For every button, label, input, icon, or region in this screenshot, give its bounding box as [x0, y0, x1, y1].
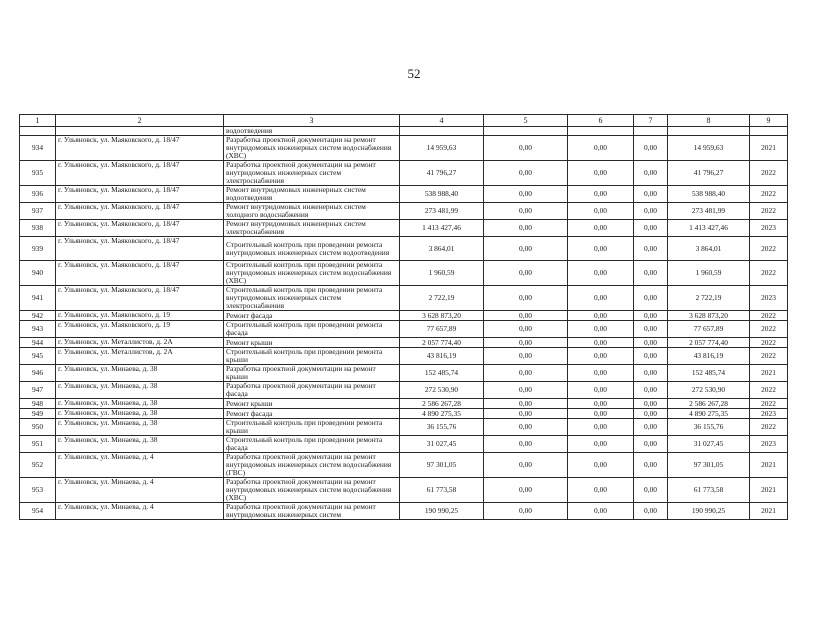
table-header-row [20, 115, 788, 127]
owners-funds-cell: 36 155,76 [668, 419, 750, 436]
table-row [20, 399, 788, 409]
total-cost-cell: 31 027,45 [400, 436, 484, 453]
row-number: 949 [20, 409, 56, 419]
owners-funds-cell: 3 628 873,20 [668, 311, 750, 321]
owners-funds-cell: 4 890 275,35 [668, 409, 750, 419]
row-number: 947 [20, 382, 56, 399]
table-row [20, 409, 788, 419]
header-cell: 2 [56, 115, 224, 127]
local-budget-cell: 0,00 [634, 348, 668, 365]
total-cost-cell: 2 722,19 [400, 286, 484, 311]
table-row [20, 338, 788, 348]
row-number: 945 [20, 348, 56, 365]
budget-cell: 0,00 [568, 321, 634, 338]
table-row [20, 436, 788, 453]
fund-cell: 0,00 [484, 419, 568, 436]
row-number: 946 [20, 365, 56, 382]
work-description-cell: Строительный контроль при проведении ремонта внутридомовых инженерных систем водоснабжения (ХВС) [224, 261, 400, 286]
work-description-cell: Строительный контроль при проведении ремонта крыши [224, 419, 400, 436]
address-cell: г. Ульяновск, ул. Маяковского, д. 19 [56, 311, 224, 321]
total-cost-cell: 61 773,58 [400, 478, 484, 503]
work-description-cell: Разработка проектной документации на ремонт внутридомовых инженерных систем водоснабжения (ХВС) [224, 478, 400, 503]
local-budget-cell: 0,00 [634, 436, 668, 453]
year-cell: 2022 [750, 399, 788, 409]
fund-cell: 0,00 [484, 365, 568, 382]
row-number: 952 [20, 453, 56, 478]
row-number: 937 [20, 203, 56, 220]
table-row [20, 286, 788, 311]
fund-cell: 0,00 [484, 311, 568, 321]
year-cell: 2021 [750, 365, 788, 382]
table-row [20, 503, 788, 520]
header-cell: 4 [400, 115, 484, 127]
budget-cell: 0,00 [568, 286, 634, 311]
owners-funds-cell: 152 485,74 [668, 365, 750, 382]
fund-cell: 0,00 [484, 136, 568, 161]
budget-cell: 0,00 [568, 399, 634, 409]
year-cell: 2023 [750, 286, 788, 311]
table-row [20, 237, 788, 261]
budget-cell: 0,00 [568, 220, 634, 237]
address-cell: г. Ульяновск, ул. Маяковского, д. 18/47 [56, 220, 224, 237]
fund-cell: 0,00 [484, 220, 568, 237]
address-cell: г. Ульяновск, ул. Маяковского, д. 18/47 [56, 261, 224, 286]
row-number: 941 [20, 286, 56, 311]
total-cost-cell: 1 960,59 [400, 261, 484, 286]
year-cell: 2022 [750, 382, 788, 399]
work-description-cell: Разработка проектной документации на ремонт внутридомовых инженерных систем водоснабжения (ГВС) [224, 453, 400, 478]
budget-cell: 0,00 [568, 203, 634, 220]
owners-funds-cell: 1 413 427,46 [668, 220, 750, 237]
year-cell: 2022 [750, 161, 788, 186]
address-cell: г. Ульяновск, ул. Маяковского, д. 18/47 [56, 161, 224, 186]
row-number: 935 [20, 161, 56, 186]
year-cell: 2023 [750, 409, 788, 419]
total-cost-cell: 1 413 427,46 [400, 220, 484, 237]
fund-cell: 0,00 [484, 503, 568, 520]
row-number: 944 [20, 338, 56, 348]
row-number: 934 [20, 136, 56, 161]
address-cell: г. Ульяновск, ул. Маяковского, д. 18/47 [56, 186, 224, 203]
year-cell: 2022 [750, 237, 788, 261]
work-description-cell: Строительный контроль при проведении ремонта внутридомовых инженерных систем водоотведения [224, 237, 400, 261]
address-cell: г. Ульяновск, ул. Минаева, д. 4 [56, 503, 224, 520]
work-description-cell: Разработка проектной документации на ремонт фасада [224, 382, 400, 399]
owners-funds-cell: 14 959,63 [668, 136, 750, 161]
local-budget-cell: 0,00 [634, 409, 668, 419]
year-cell: 2022 [750, 419, 788, 436]
row-number: 954 [20, 503, 56, 520]
work-description-cell: Строительный контроль при проведении ремонта внутридомовых инженерных систем электроснабжения [224, 286, 400, 311]
work-description-cell: Ремонт крыши [224, 399, 400, 409]
local-budget-cell: 0,00 [634, 161, 668, 186]
work-description-cell: Ремонт внутридомовых инженерных систем водоотведения [224, 186, 400, 203]
total-cost-cell: 272 530,90 [400, 382, 484, 399]
address-cell: г. Ульяновск, ул. Минаева, д. 4 [56, 453, 224, 478]
local-budget-cell: 0,00 [634, 311, 668, 321]
address-cell: г. Ульяновск, ул. Металлистов, д. 2А [56, 348, 224, 365]
budget-cell: 0,00 [568, 311, 634, 321]
local-budget-cell: 0,00 [634, 321, 668, 338]
budget-cell: 0,00 [568, 409, 634, 419]
row-number: 943 [20, 321, 56, 338]
budget-cell: 0,00 [568, 136, 634, 161]
fund-cell: 0,00 [484, 478, 568, 503]
row-number: 948 [20, 399, 56, 409]
continuation-text: водоотведения [224, 127, 400, 136]
repair-plan-table [19, 114, 788, 520]
local-budget-cell: 0,00 [634, 237, 668, 261]
work-description-cell: Строительный контроль при проведении ремонта фасада [224, 321, 400, 338]
table-row [20, 311, 788, 321]
total-cost-cell: 3 628 873,20 [400, 311, 484, 321]
year-cell: 2023 [750, 220, 788, 237]
owners-funds-cell: 190 990,25 [668, 503, 750, 520]
total-cost-cell: 3 864,01 [400, 237, 484, 261]
local-budget-cell: 0,00 [634, 186, 668, 203]
fund-cell: 0,00 [484, 453, 568, 478]
table-row [20, 136, 788, 161]
local-budget-cell: 0,00 [634, 136, 668, 161]
owners-funds-cell: 538 988,40 [668, 186, 750, 203]
year-cell: 2021 [750, 453, 788, 478]
work-description-cell: Строительный контроль при проведении ремонта крыши [224, 348, 400, 365]
total-cost-cell: 538 988,40 [400, 186, 484, 203]
total-cost-cell: 36 155,76 [400, 419, 484, 436]
header-cell: 8 [668, 115, 750, 127]
local-budget-cell: 0,00 [634, 338, 668, 348]
address-cell: г. Ульяновск, ул. Минаева, д. 38 [56, 419, 224, 436]
table-row [20, 321, 788, 338]
budget-cell: 0,00 [568, 382, 634, 399]
fund-cell: 0,00 [484, 237, 568, 261]
owners-funds-cell: 61 773,58 [668, 478, 750, 503]
total-cost-cell: 43 816,19 [400, 348, 484, 365]
owners-funds-cell: 2 057 774,40 [668, 338, 750, 348]
header-cell: 9 [750, 115, 788, 127]
header-cell: 5 [484, 115, 568, 127]
work-description-cell: Ремонт фасада [224, 409, 400, 419]
table-row [20, 419, 788, 436]
local-budget-cell: 0,00 [634, 261, 668, 286]
work-description-cell: Ремонт внутридомовых инженерных систем электроснабжения [224, 220, 400, 237]
year-cell: 2022 [750, 348, 788, 365]
year-cell: 2023 [750, 436, 788, 453]
header-cell: 1 [20, 115, 56, 127]
fund-cell: 0,00 [484, 321, 568, 338]
budget-cell: 0,00 [568, 419, 634, 436]
row-number: 953 [20, 478, 56, 503]
total-cost-cell: 152 485,74 [400, 365, 484, 382]
fund-cell: 0,00 [484, 338, 568, 348]
address-cell: г. Ульяновск, ул. Минаева, д. 38 [56, 409, 224, 419]
budget-cell: 0,00 [568, 161, 634, 186]
table-row [20, 261, 788, 286]
row-number: 939 [20, 237, 56, 261]
fund-cell: 0,00 [484, 399, 568, 409]
table-row [20, 186, 788, 203]
row-number: 940 [20, 261, 56, 286]
budget-cell: 0,00 [568, 503, 634, 520]
total-cost-cell: 41 796,27 [400, 161, 484, 186]
address-cell: г. Ульяновск, ул. Минаева, д. 38 [56, 382, 224, 399]
table-row [20, 382, 788, 399]
total-cost-cell: 4 890 275,35 [400, 409, 484, 419]
fund-cell: 0,00 [484, 382, 568, 399]
fund-cell: 0,00 [484, 161, 568, 186]
owners-funds-cell: 43 816,19 [668, 348, 750, 365]
local-budget-cell: 0,00 [634, 419, 668, 436]
year-cell: 2022 [750, 186, 788, 203]
fund-cell: 0,00 [484, 186, 568, 203]
address-cell: г. Ульяновск, ул. Маяковского, д. 19 [56, 321, 224, 338]
owners-funds-cell: 97 301,05 [668, 453, 750, 478]
fund-cell: 0,00 [484, 409, 568, 419]
year-cell: 2022 [750, 321, 788, 338]
local-budget-cell: 0,00 [634, 453, 668, 478]
owners-funds-cell: 2 586 267,28 [668, 399, 750, 409]
year-cell: 2022 [750, 261, 788, 286]
continuation-row [20, 127, 788, 136]
table-row [20, 348, 788, 365]
table-row [20, 365, 788, 382]
address-cell: г. Ульяновск, ул. Минаева, д. 38 [56, 436, 224, 453]
owners-funds-cell: 2 722,19 [668, 286, 750, 311]
work-description-cell: Разработка проектной документации на ремонт внутридомовых инженерных систем электроснабжения [224, 161, 400, 186]
address-cell: г. Ульяновск, ул. Минаева, д. 38 [56, 399, 224, 409]
owners-funds-cell: 41 796,27 [668, 161, 750, 186]
fund-cell: 0,00 [484, 261, 568, 286]
owners-funds-cell: 31 027,45 [668, 436, 750, 453]
local-budget-cell: 0,00 [634, 203, 668, 220]
work-description-cell: Разработка проектной документации на ремонт внутридомовых инженерных систем водоснабжения (ХВС) [224, 136, 400, 161]
address-cell: г. Ульяновск, ул. Металлистов, д. 2А [56, 338, 224, 348]
table-row [20, 453, 788, 478]
header-cell: 6 [568, 115, 634, 127]
total-cost-cell: 190 990,25 [400, 503, 484, 520]
header-cell: 7 [634, 115, 668, 127]
address-cell: г. Ульяновск, ул. Минаева, д. 4 [56, 478, 224, 503]
total-cost-cell: 273 481,99 [400, 203, 484, 220]
work-description-cell: Разработка проектной документации на ремонт внутридомовых инженерных систем [224, 503, 400, 520]
fund-cell: 0,00 [484, 286, 568, 311]
budget-cell: 0,00 [568, 338, 634, 348]
local-budget-cell: 0,00 [634, 503, 668, 520]
local-budget-cell: 0,00 [634, 220, 668, 237]
work-description-cell: Разработка проектной документации на ремонт крыши [224, 365, 400, 382]
header-cell: 3 [224, 115, 400, 127]
local-budget-cell: 0,00 [634, 365, 668, 382]
work-description-cell: Ремонт крыши [224, 338, 400, 348]
table-row [20, 161, 788, 186]
year-cell: 2022 [750, 338, 788, 348]
local-budget-cell: 0,00 [634, 286, 668, 311]
row-number: 951 [20, 436, 56, 453]
row-number: 950 [20, 419, 56, 436]
owners-funds-cell: 273 481,99 [668, 203, 750, 220]
budget-cell: 0,00 [568, 478, 634, 503]
total-cost-cell: 2 057 774,40 [400, 338, 484, 348]
budget-cell: 0,00 [568, 365, 634, 382]
local-budget-cell: 0,00 [634, 478, 668, 503]
work-description-cell: Строительный контроль при проведении ремонта фасада [224, 436, 400, 453]
year-cell: 2022 [750, 311, 788, 321]
work-description-cell: Ремонт фасада [224, 311, 400, 321]
year-cell: 2021 [750, 136, 788, 161]
page-number: 52 [407, 66, 421, 81]
row-number: 938 [20, 220, 56, 237]
owners-funds-cell: 1 960,59 [668, 261, 750, 286]
address-cell: г. Ульяновск, ул. Маяковского, д. 18/47 [56, 136, 224, 161]
local-budget-cell: 0,00 [634, 399, 668, 409]
budget-cell: 0,00 [568, 261, 634, 286]
budget-cell: 0,00 [568, 186, 634, 203]
budget-cell: 0,00 [568, 453, 634, 478]
address-cell: г. Ульяновск, ул. Минаева, д. 38 [56, 365, 224, 382]
row-number: 942 [20, 311, 56, 321]
owners-funds-cell: 272 530,90 [668, 382, 750, 399]
table-row [20, 478, 788, 503]
table-row [20, 220, 788, 237]
total-cost-cell: 2 586 267,28 [400, 399, 484, 409]
year-cell: 2022 [750, 203, 788, 220]
local-budget-cell: 0,00 [634, 382, 668, 399]
budget-cell: 0,00 [568, 436, 634, 453]
total-cost-cell: 14 959,63 [400, 136, 484, 161]
budget-cell: 0,00 [568, 348, 634, 365]
total-cost-cell: 77 657,89 [400, 321, 484, 338]
owners-funds-cell: 3 864,01 [668, 237, 750, 261]
address-cell: г. Ульяновск, ул. Маяковского, д. 18/47 [56, 203, 224, 220]
work-description-cell: Ремонт внутридомовых инженерных систем холодного водоснабжения [224, 203, 400, 220]
address-cell: г. Ульяновск, ул. Маяковского, д. 18/47 [56, 237, 224, 261]
address-cell: г. Ульяновск, ул. Маяковского, д. 18/47 [56, 286, 224, 311]
year-cell: 2021 [750, 503, 788, 520]
row-number: 936 [20, 186, 56, 203]
budget-cell: 0,00 [568, 237, 634, 261]
fund-cell: 0,00 [484, 203, 568, 220]
fund-cell: 0,00 [484, 436, 568, 453]
owners-funds-cell: 77 657,89 [668, 321, 750, 338]
fund-cell: 0,00 [484, 348, 568, 365]
year-cell: 2021 [750, 478, 788, 503]
total-cost-cell: 97 301,05 [400, 453, 484, 478]
table-row [20, 203, 788, 220]
